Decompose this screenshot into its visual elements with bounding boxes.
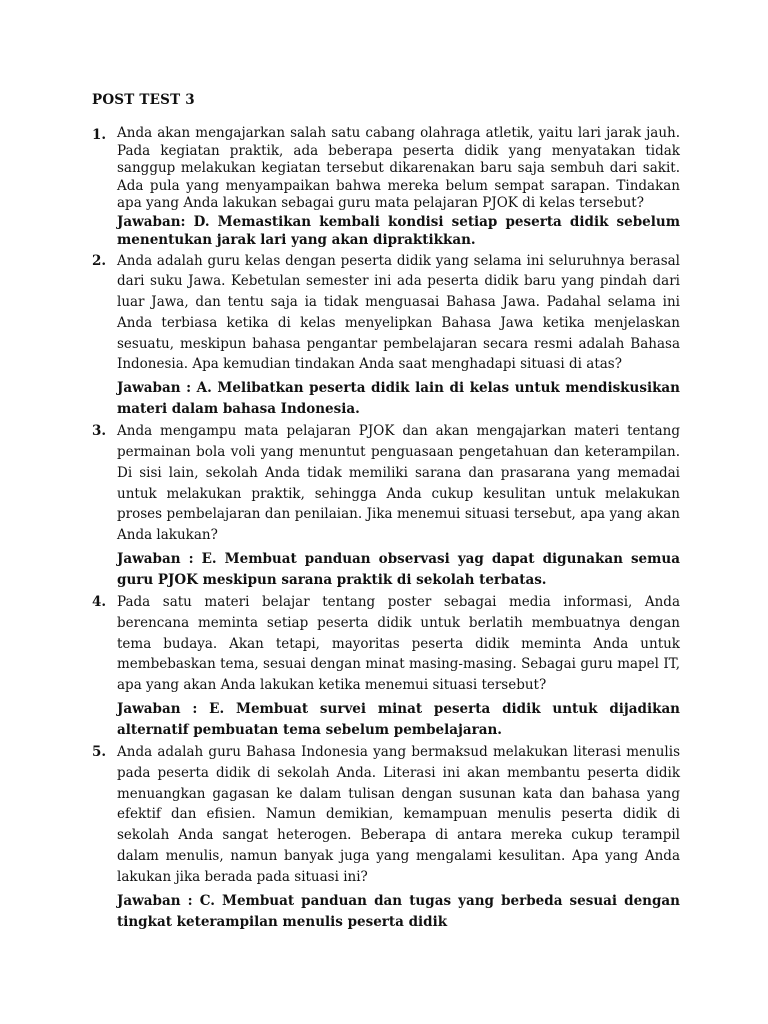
question-text: Anda akan mengajarkan salah satu cabang olahraga atletik, yaitu lari jarak jauh. Pada kegiatan praktik, ada beberapa peserta didik yang menyatakan tidak sanggup melakukan kegiatan tersebut dikarenakan baru saja sembuh dari sakit. Ada pula yang menyampaikan bahwa mereka belum sempat sarapan. Tindakan apa yang Anda lakukan sebagai guru mata pelajaran PJOK di kelas tersebut? [117,125,680,211]
question-list [92,125,680,933]
question-number: 2. [92,252,107,269]
question-item-1 [92,125,680,249]
question-item-5 [92,742,680,933]
answer-text: Jawaban : A. Melibatkan peserta didik lain di kelas untuk mendiskusikan materi dalam bahasa Indonesia. [117,380,680,418]
question-item-3 [92,421,680,591]
answer-text: Jawaban: D. Memastikan kembali kondisi setiap peserta didik sebelum menentukan jarak lari yang akan dipraktikkan. [117,213,680,248]
page-title: POST TEST 3 [92,92,195,108]
question-text: Anda adalah guru Bahasa Indonesia yang bermaksud melakukan literasi menulis pada peserta didik di sekolah Anda. Literasi ini akan membantu peserta didik menuangkan gagasan ke dalam tulisan dengan susunan kata dan bahasa yang efektif dan efisien. Namun demikian, kemampuan menulis peserta didik di sekolah Anda sangat heterogen. Beberapa di antara mereka cukup terampil dalam menulis, namun banyak juga yang mengalami kesulitan. Apa yang Anda lakukan jika berada pada situasi ini? [117,744,680,885]
question-text: Anda adalah guru kelas dengan peserta didik yang selama ini seluruhnya berasal dari suku Jawa. Kebetulan semester ini ada peserta didik baru yang pindah dari luar Jawa, dan tentu saja ia tidak menguasai Bahasa Jawa. Padahal selama ini Anda terbiasa ketika di kelas menyelipkan Bahasa Jawa ketika menjelaskan sesuatu, meskipun bahasa pengantar pembelajaran secara resmi adalah Bahasa Indonesia. Apa kemudian tindakan Anda saat menghadapi situasi di atas? [117,252,680,373]
question-number: 1. [92,127,107,143]
question-item-4 [92,592,680,741]
answer-text: Jawaban : E. Membuat panduan observasi yag dapat digunakan semua guru PJOK meskipun sarana praktik di sekolah terbatas. [117,551,680,589]
question-text: Pada satu materi belajar tentang poster sebagai media informasi, Anda berencana meminta setiap peserta didik untuk berlatih membuatnya dengan tema budaya. Akan tetapi, mayoritas peserta didik meminta Anda untuk membebaskan tema, sesuai dengan minat masing-masing. Sebagai guru mapel IT, apa yang akan Anda lakukan ketika menemui situasi tersebut? [117,594,680,694]
question-item-2 [92,251,680,421]
answer-text: Jawaban : C. Membuat panduan dan tugas yang berbeda sesuai dengan tingkat keterampilan menulis peserta didik [117,892,680,930]
question-text: Anda mengampu mata pelajaran PJOK dan akan mengajarkan materi tentang permainan bola voli yang menuntut penguasaan pengetahuan dan keterampilan. Di sisi lain, sekolah Anda tidak memiliki sarana dan prasarana yang memadai untuk melakukan praktik, sehingga Anda cukup kesulitan untuk melakukan proses pembelajaran dan penilaian. Jika menemui situasi tersebut, apa yang akan Anda lakukan? [117,423,680,544]
answer-text: Jawaban : E. Membuat survei minat peserta didik untuk dijadikan alternatif pembuatan tema sebelum pembelajaran. [117,701,680,739]
question-number: 4. [92,594,107,611]
question-number: 3. [92,423,107,440]
question-number: 5. [92,744,107,761]
